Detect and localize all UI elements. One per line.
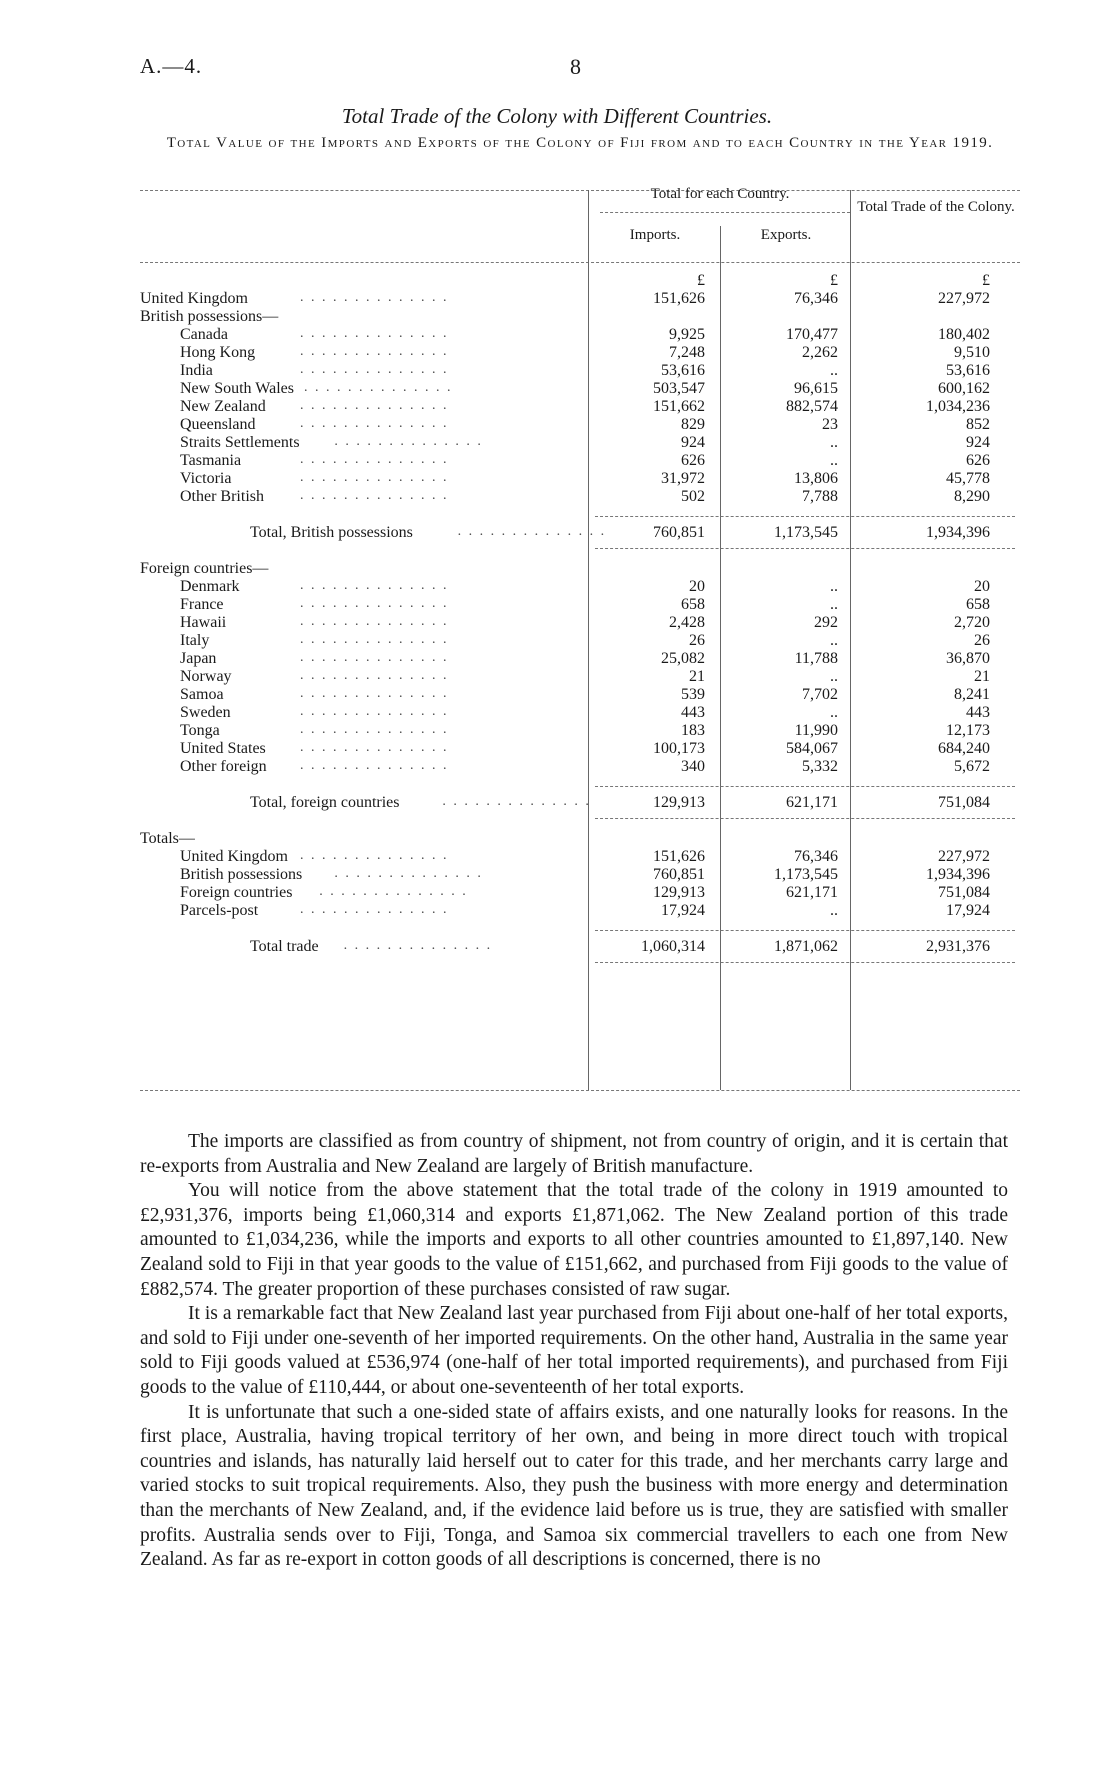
table-row (140, 380, 1020, 400)
group-header-rule (600, 212, 850, 213)
imports-value: 129,913 (653, 794, 705, 811)
total-value: 45,778 (946, 470, 990, 487)
exports-value: 7,702 (802, 686, 838, 703)
trade-table (140, 186, 1020, 1110)
dot-leaders: . . . . . . . . . . . . . . (300, 362, 449, 377)
imports-value: 25,082 (661, 650, 705, 667)
total-value: 8,241 (954, 686, 990, 703)
table-row (140, 740, 1020, 760)
row-label: Denmark (180, 578, 240, 595)
table-row (140, 632, 1020, 652)
exports-value: 11,990 (794, 722, 838, 739)
total-rule (595, 548, 1015, 549)
exports-value: 1,871,062 (774, 938, 838, 955)
imports-value: 924 (681, 434, 705, 451)
dot-leaders: . . . . . . . . . . . . . . (304, 380, 453, 395)
exports-value: 2,262 (802, 344, 838, 361)
total-value: 600,162 (938, 380, 990, 397)
total-rule (595, 516, 1015, 517)
imports-value: 151,662 (653, 398, 705, 415)
table-row (140, 398, 1020, 418)
table-row (140, 524, 1020, 544)
table-row (140, 560, 1020, 580)
row-label: Hawaii (180, 614, 227, 631)
total-value: 36,870 (946, 650, 990, 667)
row-label: Total, foreign countries (250, 794, 400, 811)
imports-value: 626 (681, 452, 705, 469)
total-rule (595, 818, 1015, 819)
paragraph: You will notice from the above statement that the total trade of the colony in 1919 amounted to £2,931,376, imports being £1,060,314 and exports £1,871,062. The New Zealand portion of this trade amounted to £1,034,236, while the imports and exports to all other countries amounted to £1,897,140. New Zealand sold to Fiji in that year goods to the value of £151,662, and purchased from Fiji goods to the value of £882,574. The greater proportion of these purchases consisted of raw sugar. (140, 1180, 1008, 1300)
total-value: 658 (966, 596, 990, 613)
table-row (140, 470, 1020, 490)
table-row (140, 326, 1020, 346)
dot-leaders: . . . . . . . . . . . . . . (300, 614, 449, 629)
exports-value: 11,788 (794, 650, 838, 667)
table-row (140, 578, 1020, 598)
dot-leaders: . . . . . . . . . . . . . . (300, 416, 449, 431)
total-value: 227,972 (938, 848, 990, 865)
table-row (140, 362, 1020, 382)
imports-value: 31,972 (661, 470, 705, 487)
dot-leaders: . . . . . . . . . . . . . . (334, 434, 483, 449)
dot-leaders: . . . . . . . . . . . . . . (300, 470, 449, 485)
row-label: Parcels-post (180, 902, 259, 919)
table-row (140, 290, 1020, 310)
table-top-rule (140, 190, 1020, 191)
table-row (140, 686, 1020, 706)
exports-value: 13,806 (794, 470, 838, 487)
row-label: Victoria (180, 470, 232, 487)
imports-value: 53,616 (661, 362, 705, 379)
imports-value: 503,547 (653, 380, 705, 397)
dot-leaders: . . . . . . . . . . . . . . (334, 866, 483, 881)
total-value: 9,510 (954, 344, 990, 361)
table-row (140, 416, 1020, 436)
total-value: 924 (966, 434, 990, 451)
exports-value: 5,332 (802, 758, 838, 775)
total-value: 5,672 (954, 758, 990, 775)
total-value: 626 (966, 452, 990, 469)
total-value: 852 (966, 416, 990, 433)
total-value: 21 (974, 668, 990, 685)
total-value: 20 (974, 578, 990, 595)
exports-value: 96,615 (794, 380, 838, 397)
exports-value: 292 (814, 614, 838, 631)
total-value: 53,616 (946, 362, 990, 379)
table-row (140, 596, 1020, 616)
currency-symbol: £ (982, 272, 990, 289)
imports-value: 9,925 (669, 326, 705, 343)
row-label: Total trade (250, 938, 319, 955)
dot-leaders: . . . . . . . . . . . . . . (300, 902, 449, 917)
imports-value: 183 (681, 722, 705, 739)
dot-leaders: . . . . . . . . . . . . . . (300, 344, 449, 359)
imports-value: 151,626 (653, 848, 705, 865)
total-value: 227,972 (938, 290, 990, 307)
row-label: British possessions— (140, 308, 279, 325)
table-row (140, 848, 1020, 868)
total-value: 8,290 (954, 488, 990, 505)
imports-value: 151,626 (653, 290, 705, 307)
row-label: Tonga (180, 722, 220, 739)
dot-leaders: . . . . . . . . . . . . . . (442, 794, 591, 809)
imports-value: 443 (681, 704, 705, 721)
exports-value: .. (830, 362, 838, 379)
row-label: Sweden (180, 704, 231, 721)
table-row (140, 308, 1020, 328)
total-rule (595, 930, 1015, 931)
imports-value: 502 (681, 488, 705, 505)
currency-symbol: £ (830, 272, 838, 289)
row-label: Italy (180, 632, 210, 649)
dot-leaders: . . . . . . . . . . . . . . (343, 938, 493, 953)
row-label: United Kingdom (140, 290, 248, 307)
table-row (140, 668, 1020, 688)
table-row (140, 704, 1020, 724)
dot-leaders: . . . . . . . . . . . . . . (300, 398, 449, 413)
exports-header: Exports. (760, 227, 812, 243)
exports-value: 76,346 (794, 290, 838, 307)
imports-value: 21 (689, 668, 705, 685)
exports-value: 1,173,545 (774, 866, 838, 883)
paragraph: It is unfortunate that such a one-sided state of affairs exists, and one naturally looks for reasons. In the first place, Australia, having tropical territory of her own, and being in more direct touch with tropical countries and islands, has naturally laid herself out to cater for this trade, and her merchants carry large and varied stocks to suit tropical requirements. Also, they push the business with more energy and determination than the merchants of New Zealand, and, if the evidence laid before us is true, they are satisfied with smaller profits. Australia sends over to Fiji, Tonga, and Samoa six commercial travellers to each one from New Zealand. As far as re-export in cotton goods of all descriptions is concerned, there is no (140, 1401, 1008, 1571)
exports-value: .. (830, 434, 838, 451)
imports-value: 100,173 (653, 740, 705, 757)
row-label: United States (180, 740, 266, 757)
row-label: Totals— (140, 830, 195, 847)
imports-value: 2,428 (669, 614, 705, 631)
table-row (140, 722, 1020, 742)
row-label: Canada (180, 326, 228, 343)
exports-value: .. (830, 452, 838, 469)
exports-value: .. (830, 596, 838, 613)
currency-symbol: £ (697, 272, 705, 289)
row-label: Hong Kong (180, 344, 256, 361)
row-label: Samoa (180, 686, 224, 703)
exports-value: .. (830, 668, 838, 685)
exports-value: 584,067 (786, 740, 838, 757)
imports-value: 760,851 (653, 524, 705, 541)
row-label: Other British (180, 488, 264, 505)
dot-leaders: . . . . . . . . . . . . . . (300, 758, 449, 773)
table-row (140, 866, 1020, 886)
total-value: 180,402 (938, 326, 990, 343)
imports-value: 829 (681, 416, 705, 433)
imports-value: 20 (689, 578, 705, 595)
total-value: 17,924 (946, 902, 990, 919)
exports-value: .. (830, 578, 838, 595)
row-label: Tasmania (180, 452, 242, 469)
dot-leaders: . . . . . . . . . . . . . . (300, 632, 449, 647)
imports-value: 1,060,314 (641, 938, 705, 955)
dot-leaders: . . . . . . . . . . . . . . (457, 524, 607, 539)
row-label: Queensland (180, 416, 256, 433)
table-row (140, 830, 1020, 850)
imports-header: Imports. (629, 227, 681, 243)
dot-leaders: . . . . . . . . . . . . . . (300, 596, 449, 611)
exports-value: 23 (822, 416, 838, 433)
row-label: United Kingdom (180, 848, 288, 865)
dot-leaders: . . . . . . . . . . . . . . (300, 848, 449, 863)
dot-leaders: . . . . . . . . . . . . . . (300, 578, 449, 593)
exports-value: .. (830, 704, 838, 721)
total-value: 12,173 (946, 722, 990, 739)
row-label: Straits Settlements (180, 434, 300, 451)
group-header: Total for each Country. (650, 186, 790, 202)
table-row (140, 434, 1020, 454)
total-header: Total Trade of the Colony. (857, 199, 1015, 215)
exports-value: 76,346 (794, 848, 838, 865)
table-row (140, 488, 1020, 508)
table-row (140, 938, 1020, 958)
row-label: Foreign countries (180, 884, 293, 901)
column-header-rule (140, 262, 1020, 263)
total-value: 1,034,236 (926, 398, 990, 415)
dot-leaders: . . . . . . . . . . . . . . (300, 650, 449, 665)
table-row (140, 614, 1020, 634)
row-label: Japan (180, 650, 217, 667)
paragraph: It is a remarkable fact that New Zealand last year purchased from Fiji about one-half of her total exports, and sold to Fiji under one-seventh of her imported requirements. On the other hand, Australia in the same year sold to Fiji goods valued at £536,974 (one-half of her total imported requirements), and purchased from Fiji goods to the value of £110,444, or about one-seventeenth of her total exports. (140, 1303, 1008, 1398)
page-number: 8 (570, 54, 581, 79)
imports-value: 26 (689, 632, 705, 649)
dot-leaders: . . . . . . . . . . . . . . (319, 884, 468, 899)
table-row (140, 884, 1020, 904)
row-label: France (180, 596, 224, 613)
total-value: 1,934,396 (926, 866, 990, 883)
dot-leaders: . . . . . . . . . . . . . . (300, 704, 449, 719)
page-header (140, 54, 1024, 84)
imports-value: 7,248 (669, 344, 705, 361)
row-label: British possessions (180, 866, 303, 883)
total-value: 26 (974, 632, 990, 649)
document-reference: A.—4. (140, 54, 203, 78)
imports-value: 658 (681, 596, 705, 613)
total-value: 2,720 (954, 614, 990, 631)
dot-leaders: . . . . . . . . . . . . . . (300, 452, 449, 467)
exports-value: 1,173,545 (774, 524, 838, 541)
row-label: Foreign countries— (140, 560, 269, 577)
exports-value: 882,574 (786, 398, 838, 415)
table-row (140, 902, 1020, 922)
exports-value: .. (830, 902, 838, 919)
exports-value: 621,171 (786, 794, 838, 811)
imports-value: 129,913 (653, 884, 705, 901)
imports-value: 760,851 (653, 866, 705, 883)
total-value: 751,084 (938, 794, 990, 811)
table-bottom-rule (140, 1090, 1020, 1091)
exports-value: .. (830, 632, 838, 649)
table-row (140, 452, 1020, 472)
imports-value: 340 (681, 758, 705, 775)
total-rule (595, 962, 1015, 963)
dot-leaders: . . . . . . . . . . . . . . (300, 668, 449, 683)
table-subtitle: Total Value of the Imports and Exports of the Colony of Fiji from and to each Country in the Year 1919. (166, 135, 994, 151)
row-label: New South Wales (180, 380, 294, 397)
total-rule (595, 786, 1015, 787)
row-label: New Zealand (180, 398, 266, 415)
row-label: Other foreign (180, 758, 267, 775)
dot-leaders: . . . . . . . . . . . . . . (300, 686, 449, 701)
imports-value: 17,924 (661, 902, 705, 919)
total-value: 684,240 (938, 740, 990, 757)
total-value: 443 (966, 704, 990, 721)
table-row (140, 650, 1020, 670)
dot-leaders: . . . . . . . . . . . . . . (300, 326, 449, 341)
imports-value: 539 (681, 686, 705, 703)
exports-value: 7,788 (802, 488, 838, 505)
exports-value: 170,477 (786, 326, 838, 343)
row-label: Total, British possessions (250, 524, 413, 541)
exports-value: 621,171 (786, 884, 838, 901)
table-row (140, 344, 1020, 364)
dot-leaders: . . . . . . . . . . . . . . (300, 740, 449, 755)
total-value: 1,934,396 (926, 524, 990, 541)
table-row (140, 758, 1020, 778)
table-row (140, 794, 1020, 814)
currency-row (140, 272, 1020, 292)
total-value: 2,931,376 (926, 938, 990, 955)
body-text (140, 1130, 1008, 1573)
total-value: 751,084 (938, 884, 990, 901)
table-title: Total Trade of the Colony with Different Countries. (341, 104, 773, 128)
row-label: Norway (180, 668, 232, 685)
row-label: India (180, 362, 213, 379)
paragraph: The imports are classified as from country of shipment, not from country of origin, and it is certain that re-exports from Australia and New Zealand are largely of British manufacture. (140, 1131, 1008, 1177)
dot-leaders: . . . . . . . . . . . . . . (300, 488, 449, 503)
dot-leaders: . . . . . . . . . . . . . . (300, 290, 449, 305)
dot-leaders: . . . . . . . . . . . . . . (300, 722, 449, 737)
